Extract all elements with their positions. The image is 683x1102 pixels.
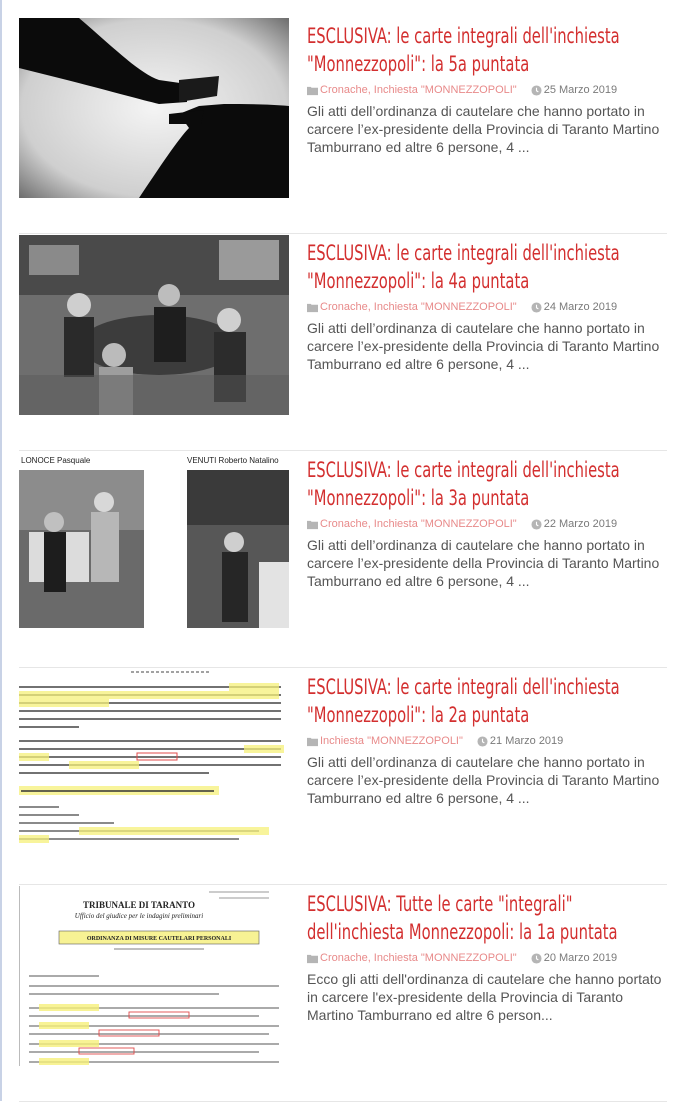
folder-icon [307,302,318,313]
image-label-lonoce: LONOCE Pasquale [21,456,91,465]
article-categories-link[interactable]: Cronache, Inchiesta "MONNEZZOPOLI" [320,952,517,964]
folder-icon [307,953,318,964]
folder-icon [307,85,318,96]
article-meta [307,84,667,96]
highlighted-transcript-image [19,669,289,849]
article-title-link[interactable]: ESCLUSIVA: le carte integrali dell'inchiesta "Monnezzopoli": la 4a puntata [307,241,620,293]
article-excerpt: Ecco gli atti dell'ordinanza di cautelare che hanno portato in carcere l'ex-presidente della Provincia di Taranto Martino Tamburrano ed altre 6 person... [307,971,662,1023]
article-date: 24 Marzo 2019 [543,301,618,313]
document-office-heading: Ufficio del giudice per le indagini preliminari [74,912,204,920]
clock-icon [531,519,542,530]
article-excerpt: Gli atti dell’ordinanza di cautelare che hanno portato in carcere l’ex-presidente della Provincia di Taranto Martino Tamburrano ed altre 6 persone, 4 ... [307,754,660,806]
document-court-heading: TRIBUNALE DI TARANTO [82,900,196,910]
clock-icon [531,953,542,964]
article-thumbnail[interactable] [19,886,289,1066]
clock-icon [477,736,488,747]
bribe-silhouette-image [19,18,289,198]
article-body [307,22,667,156]
article-categories-link[interactable]: Cronache, Inchiesta "MONNEZZOPOLI" [320,518,517,530]
court-order-document-image [19,886,289,1066]
article-categories-link[interactable]: Cronache, Inchiesta "MONNEZZOPOLI" [320,301,517,313]
clock-icon [531,85,542,96]
article-meta [307,518,667,530]
article-meta [307,301,667,313]
folder-icon [307,736,318,747]
article-thumbnail[interactable] [19,669,289,849]
article-item [19,885,667,1102]
article-thumbnail[interactable] [19,18,289,198]
article-item [19,451,667,668]
image-label-venuti: VENUTI Roberto Natalino [187,456,279,465]
article-title-link[interactable]: ESCLUSIVA: le carte integrali dell'inchiesta "Monnezzopoli": la 2a puntata [307,675,620,727]
article-body [307,890,667,1024]
article-title-link[interactable]: ESCLUSIVA: le carte integrali dell'inchiesta "Monnezzopoli": la 3a puntata [307,458,620,510]
surveillance-photo-image [19,235,289,415]
article-date: 22 Marzo 2019 [543,518,618,530]
article-title-link[interactable]: ESCLUSIVA: Tutte le carte "integrali" dell'inchiesta Monnezzopoli: la 1a puntata [307,892,618,944]
article-meta [307,952,667,964]
article-item [19,17,667,234]
article-item [19,234,667,451]
surveillance-stills-image [19,452,289,632]
article-thumbnail[interactable] [19,452,289,632]
article-categories-link[interactable]: Inchiesta "MONNEZZOPOLI" [320,735,463,747]
article-categories-link[interactable]: Cronache, Inchiesta "MONNEZZOPOLI" [320,84,517,96]
article-meta [307,735,667,747]
article-list [19,17,667,1102]
article-excerpt: Gli atti dell’ordinanza di cautelare che hanno portato in carcere l’ex-presidente della Provincia di Taranto Martino Tamburrano ed altre 6 persone, 4 ... [307,320,660,372]
article-body [307,239,667,373]
article-body [307,673,667,807]
article-thumbnail[interactable] [19,235,289,415]
article-body [307,456,667,590]
clock-icon [531,302,542,313]
article-date: 21 Marzo 2019 [489,735,564,747]
document-order-title: ORDINANZA DI MISURE CAUTELARI PERSONALI [86,936,232,942]
article-date: 25 Marzo 2019 [543,84,618,96]
article-item [19,668,667,885]
article-excerpt: Gli atti dell’ordinanza di cautelare che hanno portato in carcere l’ex-presidente della Provincia di Taranto Martino Tamburrano ed altre 6 persone, 4 ... [307,537,660,589]
folder-icon [307,519,318,530]
page-left-border [0,0,2,1101]
article-title-link[interactable]: ESCLUSIVA: le carte integrali dell'inchiesta "Monnezzopoli": la 5a puntata [307,24,620,76]
article-excerpt: Gli atti dell’ordinanza di cautelare che hanno portato in carcere l’ex-presidente della Provincia di Taranto Martino Tamburrano ed altre 6 persone, 4 ... [307,103,660,155]
article-date: 20 Marzo 2019 [543,952,618,964]
